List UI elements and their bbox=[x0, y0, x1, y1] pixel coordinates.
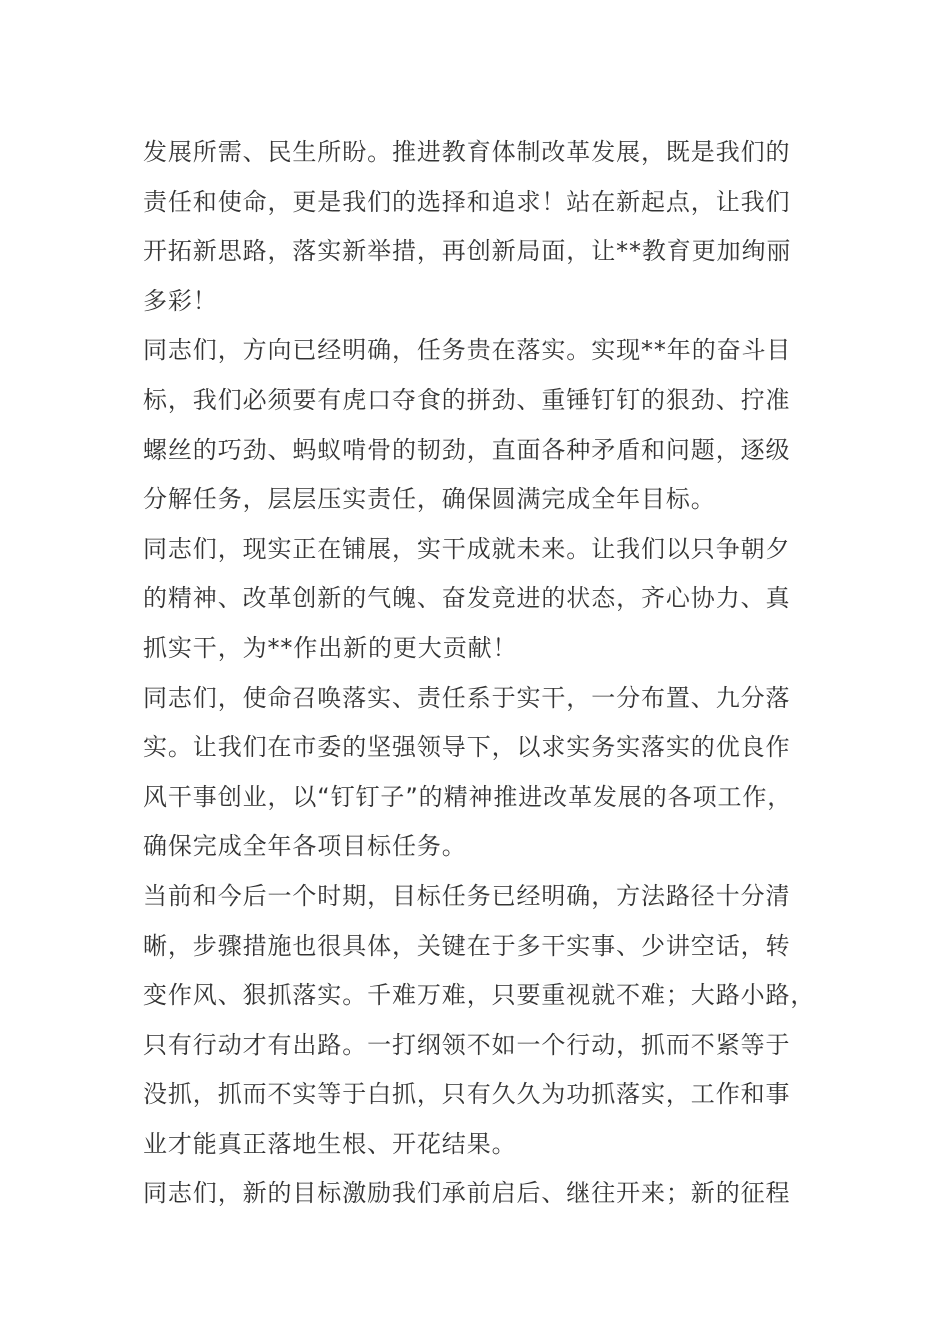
text-line: 抓实干，为**作出新的更大贡献！ bbox=[143, 633, 518, 662]
text-line: 的精神、改革创新的气魄、奋发竞进的状态，齐心协力、真 bbox=[143, 584, 791, 613]
text-line: 没抓，抓而不实等于白抓，只有久久为功抓落实，工作和事 bbox=[143, 1080, 791, 1109]
paragraph bbox=[143, 872, 816, 1170]
text-line: 发展所需、民生所盼。推进教育体制改革发展，既是我们的 bbox=[143, 138, 791, 166]
text-line: 同志们，新的目标激励我们承前启后、继往开来；新的征程 bbox=[143, 1179, 791, 1208]
text-line: 风干事创业，以“钉钉子”的精神推进改革发展的各项工作， bbox=[143, 782, 793, 811]
text-line: 确保完成全年各项目标任务。 bbox=[143, 832, 467, 861]
text-line: 分解任务，层层压实责任，确保圆满完成全年目标。 bbox=[143, 485, 716, 514]
text-line: 同志们，使命召唤落实、责任系于实干，一分布置、九分落 bbox=[143, 683, 791, 712]
paragraph bbox=[143, 525, 813, 674]
text-line: 当前和今后一个时期，目标任务已经明确，方法路径十分清 bbox=[143, 881, 791, 910]
text-line: 实。让我们在市委的坚强领导下，以求实务实落实的优良作 bbox=[143, 733, 791, 762]
paragraph bbox=[143, 128, 813, 326]
document-body bbox=[143, 128, 816, 1219]
text-line: 变作风、狠抓落实。千难万难，只要重视就不难；大路小路， bbox=[143, 981, 816, 1010]
text-line: 业才能真正落地生根、开花结果。 bbox=[143, 1129, 517, 1158]
text-line: 只有行动才有出路。一打纲领不如一个行动，抓而不紧等于 bbox=[143, 1030, 791, 1059]
paragraph bbox=[143, 1169, 813, 1219]
paragraph bbox=[143, 674, 813, 872]
text-line: 同志们，现实正在铺展，实干成就未来。让我们以只争朝夕 bbox=[143, 534, 791, 563]
text-line: 螺丝的巧劲、蚂蚁啃骨的韧劲，直面各种矛盾和问题，逐级 bbox=[143, 435, 791, 464]
text-line: 多彩！ bbox=[143, 286, 218, 315]
text-line: 标，我们必须要有虎口夺食的拼劲、重锤钉钉的狠劲、拧准 bbox=[143, 385, 791, 414]
text-line: 责任和使命，更是我们的选择和追求！站在新起点，让我们 bbox=[143, 187, 791, 216]
text-line: 开拓新思路，落实新举措，再创新局面，让**教育更加绚丽 bbox=[143, 237, 792, 266]
paragraph bbox=[143, 326, 813, 524]
text-line: 晰，步骤措施也很具体，关键在于多干实事、少讲空话，转 bbox=[143, 931, 791, 960]
text-line: 同志们，方向已经明确，任务贵在落实。实现**年的奋斗目 bbox=[143, 336, 792, 365]
